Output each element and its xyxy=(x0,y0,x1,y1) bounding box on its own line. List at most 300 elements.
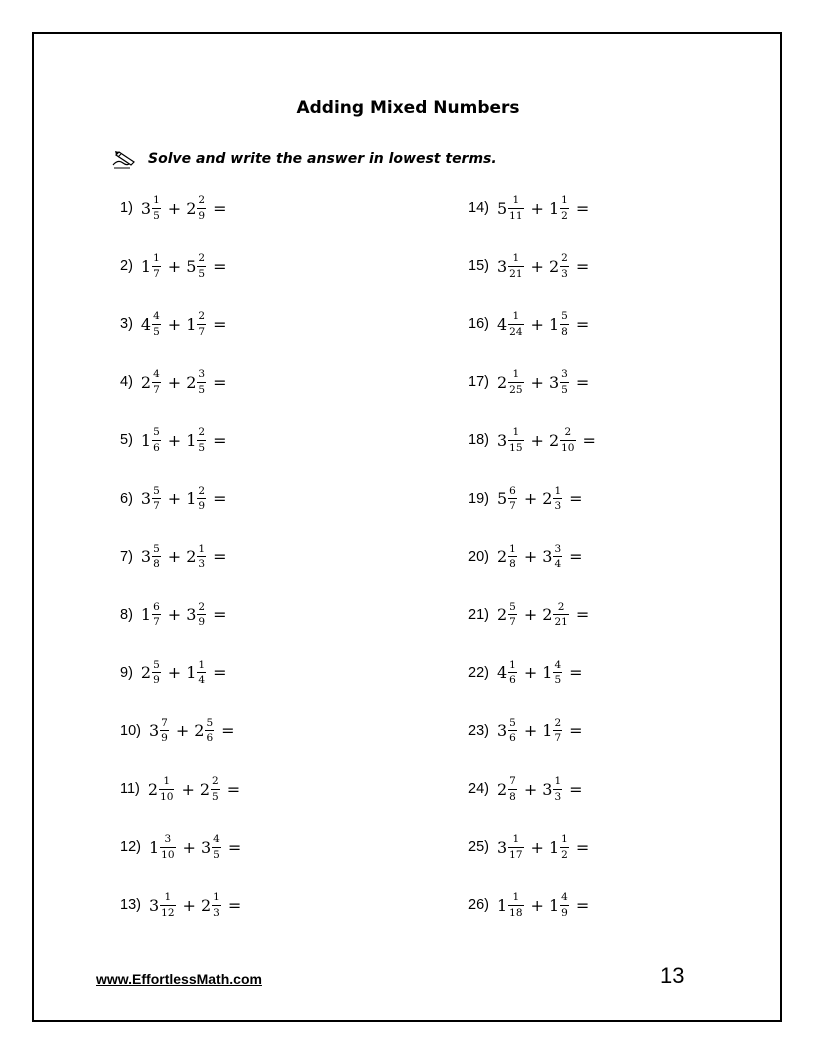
denominator: 11 xyxy=(509,209,523,222)
equals-sign: = xyxy=(221,721,235,741)
plus-operator: + xyxy=(530,256,544,276)
fraction-bar xyxy=(197,614,206,615)
fraction-bar xyxy=(508,208,523,209)
numerator: 1 xyxy=(512,194,520,206)
whole-number: 4 xyxy=(140,314,152,334)
plus-operator: + xyxy=(182,837,196,857)
denominator: 7 xyxy=(153,500,160,512)
numerator: 5 xyxy=(509,716,516,729)
denominator: 5 xyxy=(212,790,219,803)
equals-sign: = xyxy=(227,837,242,857)
instruction-text: Solve and write the answer in lowest terms. xyxy=(148,151,497,167)
whole-number: 4 xyxy=(496,663,508,683)
plus-operator: + xyxy=(530,895,544,915)
fraction-bar xyxy=(560,847,569,848)
whole-number: 3 xyxy=(140,198,152,218)
fraction xyxy=(197,544,206,570)
fraction-bar xyxy=(508,266,523,267)
denominator: 7 xyxy=(153,616,160,629)
numerator: 4 xyxy=(153,310,160,323)
fraction-bar xyxy=(508,905,523,906)
numerator: 3 xyxy=(164,833,172,846)
whole-number: 3 xyxy=(140,489,152,508)
denominator: 9 xyxy=(198,209,206,222)
denominator: 5 xyxy=(561,383,568,396)
page-border xyxy=(32,32,782,1022)
fraction-bar xyxy=(152,208,161,209)
equals-sign: = xyxy=(226,779,241,799)
numerator: 4 xyxy=(561,891,568,904)
fraction xyxy=(152,427,161,453)
problem-item xyxy=(120,246,226,286)
whole-number: 3 xyxy=(200,837,212,857)
numerator: 6 xyxy=(153,600,160,613)
equals-sign: = xyxy=(575,314,590,334)
whole-number: 3 xyxy=(496,256,508,276)
fraction xyxy=(508,195,523,221)
plus-operator: + xyxy=(523,779,538,799)
numerator: 2 xyxy=(198,484,206,497)
problem-number: 9) xyxy=(120,664,133,681)
problem-number: 22) xyxy=(468,664,489,681)
denominator: 25 xyxy=(509,383,523,396)
fraction xyxy=(197,311,206,337)
numerator: 1 xyxy=(512,426,520,439)
whole-number: 3 xyxy=(496,430,508,450)
denominator: 10 xyxy=(161,848,175,861)
problem-number: 18) xyxy=(468,432,489,449)
numerator: 1 xyxy=(554,775,562,787)
whole-number: 2 xyxy=(548,256,560,276)
fraction-bar xyxy=(152,382,161,383)
numerator: 3 xyxy=(554,542,562,555)
denominator: 12 xyxy=(161,906,175,919)
fraction-bar xyxy=(152,498,161,499)
numerator: 5 xyxy=(561,310,568,323)
fraction xyxy=(508,544,517,570)
fraction xyxy=(560,369,569,395)
problem-item xyxy=(120,653,226,693)
fraction-bar xyxy=(560,324,569,325)
denominator: 9 xyxy=(153,674,160,687)
problem-item xyxy=(468,827,589,867)
fraction xyxy=(560,834,569,860)
problem-item xyxy=(468,362,589,402)
numerator: 5 xyxy=(153,426,160,439)
fraction xyxy=(553,660,562,686)
fraction-bar xyxy=(560,266,569,267)
fraction xyxy=(197,195,206,221)
fraction xyxy=(553,544,562,570)
fraction-bar xyxy=(508,498,517,499)
whole-number: 2 xyxy=(186,372,197,392)
plus-operator: + xyxy=(530,372,544,392)
whole-number: 2 xyxy=(542,489,553,508)
fraction xyxy=(197,427,206,453)
fraction-bar xyxy=(197,440,206,441)
denominator: 2 xyxy=(561,209,568,222)
plus-operator: + xyxy=(167,489,182,508)
fraction-bar xyxy=(160,847,175,848)
numerator: 4 xyxy=(554,658,562,671)
fraction xyxy=(508,427,523,453)
denominator: 8 xyxy=(561,325,568,338)
denominator: 9 xyxy=(198,616,206,629)
worksheet-title: Adding Mixed Numbers xyxy=(296,98,520,118)
fraction-bar xyxy=(197,208,206,209)
problem-item xyxy=(120,769,240,809)
problem-item xyxy=(120,827,241,867)
denominator: 7 xyxy=(509,616,516,629)
plus-operator: + xyxy=(523,547,538,567)
fraction xyxy=(560,311,569,337)
numerator: 5 xyxy=(153,658,160,671)
equals-sign: = xyxy=(575,198,590,218)
problem-number: 3) xyxy=(120,316,133,333)
whole-number: 1 xyxy=(186,314,197,334)
problem-number: 10) xyxy=(120,722,141,739)
fraction xyxy=(160,892,175,918)
fraction xyxy=(152,660,161,686)
denominator: 3 xyxy=(198,558,206,571)
fraction xyxy=(508,834,523,860)
fraction xyxy=(152,602,161,628)
plus-operator: + xyxy=(530,314,544,334)
problem-number: 7) xyxy=(120,548,133,565)
whole-number: 1 xyxy=(186,430,197,450)
whole-number: 2 xyxy=(186,547,197,567)
numerator: 1 xyxy=(509,658,516,671)
fraction xyxy=(212,892,221,918)
numerator: 2 xyxy=(198,310,206,323)
denominator: 8 xyxy=(509,558,516,571)
fraction-bar xyxy=(553,789,562,790)
denominator: 10 xyxy=(160,790,174,803)
fraction xyxy=(508,253,523,279)
fraction-bar xyxy=(508,382,523,383)
problem-number: 21) xyxy=(468,606,489,623)
fraction-bar xyxy=(160,905,175,906)
equals-sign: = xyxy=(213,198,227,218)
equals-sign: = xyxy=(575,895,590,915)
fraction-bar xyxy=(197,382,206,383)
fraction-bar xyxy=(508,556,517,557)
problem-item xyxy=(120,420,226,460)
whole-number: 1 xyxy=(148,837,160,857)
equals-sign: = xyxy=(582,430,596,450)
numerator: 1 xyxy=(509,542,516,555)
equals-sign: = xyxy=(569,779,583,799)
whole-number: 3 xyxy=(496,721,508,741)
problem-number: 26) xyxy=(468,897,489,914)
problem-number: 1) xyxy=(120,200,133,216)
whole-number: 1 xyxy=(542,721,553,741)
denominator: 8 xyxy=(153,558,160,571)
plus-operator: + xyxy=(530,430,544,450)
whole-number: 1 xyxy=(548,837,560,857)
whole-number: 1 xyxy=(542,663,553,683)
equals-sign: = xyxy=(575,256,590,276)
problem-number: 17) xyxy=(468,374,489,391)
whole-number: 2 xyxy=(496,372,508,392)
numerator: 1 xyxy=(554,484,562,497)
plus-operator: + xyxy=(167,198,182,218)
fraction-bar xyxy=(159,789,174,790)
whole-number: 3 xyxy=(548,372,560,392)
pencil-writing-icon xyxy=(110,148,140,170)
fraction xyxy=(553,602,568,628)
equals-sign: = xyxy=(213,489,227,508)
fraction xyxy=(152,486,161,512)
numerator: 1 xyxy=(512,310,520,323)
numerator: 1 xyxy=(512,833,520,846)
denominator: 9 xyxy=(161,732,168,745)
problem-number: 2) xyxy=(120,258,133,275)
whole-number: 1 xyxy=(140,430,152,450)
numerator: 2 xyxy=(554,716,562,729)
fraction xyxy=(160,718,169,744)
fraction xyxy=(560,195,569,221)
whole-number: 2 xyxy=(140,372,152,392)
fraction xyxy=(211,776,220,802)
numerator: 1 xyxy=(163,775,171,787)
numerator: 1 xyxy=(512,891,520,904)
fraction xyxy=(212,834,221,860)
denominator: 6 xyxy=(206,732,214,745)
numerator: 2 xyxy=(198,252,206,265)
problem-number: 20) xyxy=(468,548,489,565)
numerator: 3 xyxy=(561,368,568,381)
problem-item xyxy=(120,304,226,344)
fraction xyxy=(553,718,562,744)
problem-number: 16) xyxy=(468,316,489,333)
whole-number: 1 xyxy=(548,895,560,915)
denominator: 5 xyxy=(198,441,206,454)
fraction xyxy=(152,544,161,570)
problem-number: 4) xyxy=(120,374,133,391)
fraction-bar xyxy=(197,556,206,557)
fraction-bar xyxy=(197,672,206,673)
denominator: 3 xyxy=(213,906,220,919)
whole-number: 5 xyxy=(186,256,197,276)
footer-website-link[interactable]: www.EffortlessMath.com xyxy=(96,971,262,987)
whole-number: 5 xyxy=(496,198,508,218)
plus-operator: + xyxy=(523,605,538,625)
fraction-bar xyxy=(205,730,214,731)
numerator: 1 xyxy=(512,368,520,381)
equals-sign: = xyxy=(213,256,227,276)
numerator: 3 xyxy=(198,368,206,381)
whole-number: 3 xyxy=(140,547,152,567)
fraction-bar xyxy=(553,614,568,615)
fraction xyxy=(508,602,517,628)
plus-operator: + xyxy=(530,198,544,218)
fraction-bar xyxy=(152,672,161,673)
denominator: 7 xyxy=(198,325,206,338)
numerator: 1 xyxy=(213,891,220,904)
denominator: 3 xyxy=(554,500,562,512)
equals-sign: = xyxy=(213,547,227,567)
fraction-bar xyxy=(152,614,161,615)
fraction-bar xyxy=(508,789,517,790)
denominator: 6 xyxy=(509,732,516,745)
numerator: 2 xyxy=(198,426,206,439)
plus-operator: + xyxy=(523,721,538,741)
denominator: 8 xyxy=(509,790,516,803)
fraction-bar xyxy=(560,382,569,383)
problem-item xyxy=(120,362,226,402)
fraction-bar xyxy=(211,789,220,790)
whole-number: 2 xyxy=(496,605,508,625)
denominator: 7 xyxy=(153,383,160,396)
fraction xyxy=(508,369,523,395)
denominator: 15 xyxy=(509,441,523,454)
whole-number: 3 xyxy=(186,605,197,625)
numerator: 1 xyxy=(164,891,172,904)
fraction-bar xyxy=(553,498,562,499)
whole-number: 2 xyxy=(147,779,159,799)
plus-operator: + xyxy=(167,605,182,625)
numerator: 5 xyxy=(153,542,160,555)
whole-number: 2 xyxy=(194,721,205,741)
problem-number: 15) xyxy=(468,258,489,275)
equals-sign: = xyxy=(213,430,227,450)
fraction xyxy=(152,195,161,221)
problem-item xyxy=(468,653,583,693)
whole-number: 3 xyxy=(542,547,553,567)
denominator: 5 xyxy=(198,267,206,280)
problem-item xyxy=(468,537,583,577)
fraction-bar xyxy=(160,730,169,731)
denominator: 9 xyxy=(198,500,206,512)
numerator: 6 xyxy=(509,484,516,497)
problem-item xyxy=(120,537,226,577)
problem-item xyxy=(468,885,589,925)
denominator: 5 xyxy=(198,383,206,396)
fraction-bar xyxy=(560,905,569,906)
numerator: 2 xyxy=(198,194,206,206)
denominator: 7 xyxy=(554,732,562,745)
fraction-bar xyxy=(553,556,562,557)
fraction xyxy=(152,253,161,279)
plus-operator: + xyxy=(167,547,182,567)
fraction xyxy=(197,253,206,279)
equals-sign: = xyxy=(227,895,242,915)
denominator: 24 xyxy=(509,325,523,338)
whole-number: 1 xyxy=(548,314,560,334)
problem-item xyxy=(468,769,583,809)
plus-operator: + xyxy=(523,663,538,683)
fraction-bar xyxy=(508,324,523,325)
plus-operator: + xyxy=(175,721,190,741)
whole-number: 2 xyxy=(548,430,560,450)
denominator: 5 xyxy=(153,209,160,222)
fraction xyxy=(508,660,517,686)
equals-sign: = xyxy=(575,372,590,392)
denominator: 5 xyxy=(554,674,562,687)
fraction-bar xyxy=(560,208,569,209)
denominator: 10 xyxy=(561,441,575,454)
fraction-bar xyxy=(508,614,517,615)
problem-item xyxy=(120,595,226,635)
numerator: 2 xyxy=(212,775,219,787)
denominator: 9 xyxy=(561,906,568,919)
equals-sign: = xyxy=(569,489,583,508)
problem-item xyxy=(468,304,589,344)
whole-number: 2 xyxy=(186,198,197,218)
numerator: 1 xyxy=(153,194,160,206)
problem-item xyxy=(120,479,226,519)
fraction-bar xyxy=(553,730,562,731)
problem-item xyxy=(468,711,583,751)
problem-number: 8) xyxy=(120,606,133,623)
problem-number: 6) xyxy=(120,490,133,507)
whole-number: 2 xyxy=(496,547,508,567)
fraction-bar xyxy=(212,847,221,848)
fraction xyxy=(508,311,523,337)
numerator: 5 xyxy=(509,600,516,613)
fraction xyxy=(152,369,161,395)
denominator: 5 xyxy=(153,325,160,338)
fraction xyxy=(508,776,517,802)
fraction xyxy=(152,311,161,337)
whole-number: 2 xyxy=(140,663,152,683)
numerator: 7 xyxy=(161,716,168,729)
whole-number: 3 xyxy=(148,895,160,915)
denominator: 6 xyxy=(509,674,516,687)
numerator: 1 xyxy=(198,658,206,671)
equals-sign: = xyxy=(575,605,590,625)
fraction xyxy=(553,776,562,802)
fraction xyxy=(553,486,562,512)
plus-operator: + xyxy=(523,489,538,508)
plus-operator: + xyxy=(530,837,544,857)
whole-number: 3 xyxy=(496,837,508,857)
fraction xyxy=(560,892,569,918)
fraction xyxy=(197,602,206,628)
problem-item xyxy=(468,246,589,286)
denominator: 5 xyxy=(213,848,220,861)
problem-item xyxy=(120,885,241,925)
whole-number: 3 xyxy=(542,779,553,799)
numerator: 2 xyxy=(561,252,568,265)
whole-number: 2 xyxy=(200,895,212,915)
fraction-bar xyxy=(152,556,161,557)
equals-sign: = xyxy=(213,314,227,334)
fraction-bar xyxy=(197,324,206,325)
fraction xyxy=(159,776,174,802)
whole-number: 2 xyxy=(542,605,553,625)
equals-sign: = xyxy=(569,547,583,567)
numerator: 7 xyxy=(509,775,516,787)
denominator: 21 xyxy=(554,616,568,629)
fraction-bar xyxy=(553,672,562,673)
fraction xyxy=(508,718,517,744)
whole-number: 1 xyxy=(548,198,560,218)
denominator: 7 xyxy=(153,267,160,280)
numerator: 4 xyxy=(153,368,160,381)
whole-number: 1 xyxy=(140,605,152,625)
problem-number: 13) xyxy=(120,897,141,914)
whole-number: 1 xyxy=(186,489,197,508)
denominator: 7 xyxy=(509,500,516,512)
fraction-bar xyxy=(152,324,161,325)
fraction xyxy=(508,486,517,512)
plus-operator: + xyxy=(167,663,182,683)
denominator: 18 xyxy=(509,906,523,919)
denominator: 4 xyxy=(554,558,562,571)
problem-item xyxy=(120,711,235,751)
